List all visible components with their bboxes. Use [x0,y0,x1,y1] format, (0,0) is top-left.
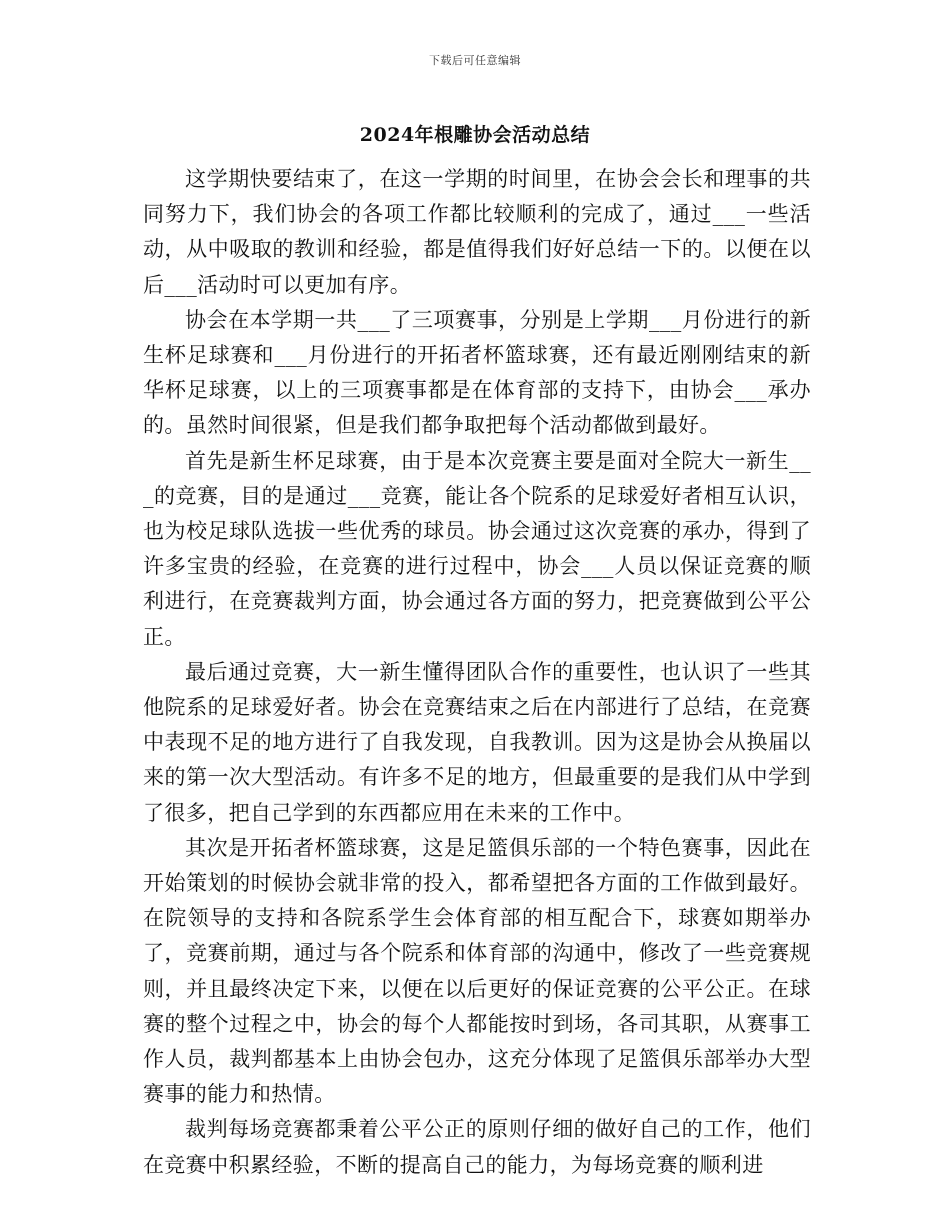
header-note: 下载后可任意编辑 [429,54,521,67]
paragraph: 其次是开拓者杯篮球赛，这是足篮俱乐部的一个特色赛事，因此在开始策划的时候协会就非常的投入，都希望把各方面的工作做到最好。在院领导的支持和各院系学生会体育部的相互配合下，球赛如期举办了，竞赛前期，通过与各个院系和体育部的沟通中，修改了一些竞赛规则，并且最终决定下来，以便在以后更好的保证竞赛的公平公正。在球赛的整个过程之中，协会的每个人都能按时到场，各司其职，从赛事工作人员，裁判都基本上由协会包办，这充分体现了足篮俱乐部举办大型赛事的能力和热情。 [143,835,811,1107]
document-title: 2024年根雕协会活动总结 [359,124,591,146]
document-body [143,162,811,1183]
paragraph: 裁判每场竞赛都秉着公平公正的原则仔细的做好自己的工作，他们在竞赛中积累经验，不断的提高自己的能力，为每场竞赛的顺利进 [143,1117,811,1177]
paragraph: 这学期快要结束了，在这一学期的时间里，在协会会长和理事的共同努力下，我们协会的各项工作都比较顺利的完成了，通过___一些活动，从中吸取的教训和经验，都是值得我们好好总结一下的。以便在以后___活动时可以更加有序。 [143,167,811,297]
paragraph: 协会在本学期一共___了三项赛事，分别是上学期___月份进行的新生杯足球赛和___月份进行的开拓者杯篮球赛，还有最近刚刚结束的新华杯足球赛，以上的三项赛事都是在体育部的支持下，由协会___承办的。虽然时间很紧，但是我们都争取把每个活动都做到最好。 [143,307,811,438]
paragraph: 首先是新生杯足球赛，由于是本次竞赛主要是面对全院大一新生___的竞赛，目的是通过___竞赛，能让各个院系的足球爱好者相互认识，也为校足球队选拔一些优秀的球员。协会通过这次竞赛的承办，得到了许多宝贵的经验，在竞赛的进行过程中，协会___人员以保证竞赛的顺利进行，在竞赛裁判方面，协会通过各方面的努力，把竞赛做到公平公正。 [143,448,811,649]
paragraph: 最后通过竞赛，大一新生懂得团队合作的重要性，也认识了一些其他院系的足球爱好者。协会在竞赛结束之后在内部进行了总结，在竞赛中表现不足的地方进行了自我发现，自我教训。因为这是协会从换届以来的第一次大型活动。有许多不足的地方，但最重要的是我们从中学到了很多，把自己学到的东西都应用在未来的工作中。 [143,659,811,825]
